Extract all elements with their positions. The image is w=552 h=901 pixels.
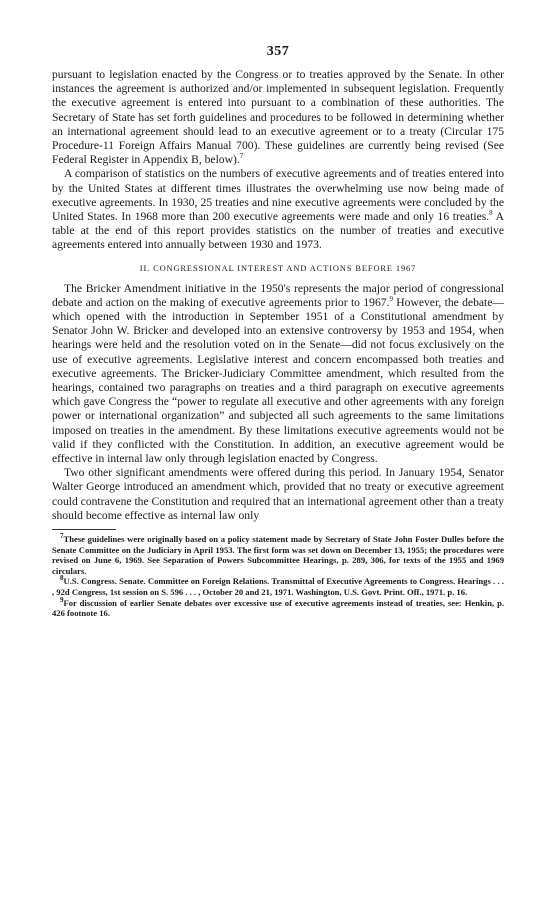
footnote-mark: 8: [60, 574, 64, 583]
document-page: [52, 44, 504, 619]
paragraph-text: A comparison of statistics on the numbers of executive agreements and of treaties entered into by the United States at different times illustrates the overwhelming use now being made of executive agreements. In 1930, 25 treaties and nine executive agreements were concluded by the United States. In 1968 more than 200 executive agreements were made and only 16 treaties.: [52, 167, 504, 224]
paragraph-2: [52, 167, 504, 252]
footnote-text: For discussion of earlier Senate debates over excessive use of executive agreements instead of treaties, see: Henkin, p. 426 footnote 16.: [52, 597, 504, 619]
footnote-9: [52, 595, 504, 619]
footnotes: [52, 534, 504, 619]
paragraph-text: pursuant to legislation enacted by the Congress or to treaties approved by the Senate. In other instances the agreement is authorized and/or implemented in subsequent legislation. Frequently the executive agreement is entered into pursuant to a combination of these authorities. The Secretary of State has set forth guidelines and procedures to be followed in determining whether an international agreement should lead to an executive agreement or to a treaty (Circular 175 Procedure-11 Foreign Affairs Manual 700). These guidelines are currently being revised (See Federal Register in Appendix B, below).: [52, 68, 504, 167]
paragraph-3: [52, 282, 504, 467]
page-number: 357: [266, 44, 290, 59]
footnote-ref-8: 8: [489, 209, 493, 218]
paragraph-text-tail: However, the debate—which opened with the introduction in September 1951 of a Constitutional amendment by Senator John W. Bricker and developed into an extensive controversy by 1953 and 1954, when hearings were held and the resolution voted on in the Senate—did not focus exclusively on the use of executive agreements. Legislative interest and concern encompassed both treaties and executive agreements. The Bricker-Judiciary Committee amendment, which resulted from the hearings, contained two paragraphs on treaties and a third paragraph on executive agreements which gave Congress the “power to regulate all executive and other agreements with any foreign power or international organization” and subjected all such agreements to the same limitations imposed on treaties in the amendment. By these limitations executive agreements would not be valid if they conflicted with the Constitution. In addition, an executive agreement would be effective in internal law only through legislation enacted by Congress.: [52, 295, 504, 466]
footnote-8: [52, 576, 504, 597]
footnote-mark: 7: [60, 532, 64, 541]
footnote-ref-9: 9: [389, 294, 393, 303]
footnote-ref-7: 7: [239, 152, 244, 161]
footnote-mark: 9: [60, 595, 64, 604]
paragraph-4: [52, 466, 504, 523]
paragraph-1: [52, 68, 504, 167]
main-text: [52, 68, 504, 523]
footnote-7: [52, 534, 504, 576]
section-heading: II. CONGRESSIONAL INTEREST AND ACTIONS BEFORE 1967: [139, 263, 417, 273]
footnote-text: These guidelines were originally based on a policy statement made by Secretary of State John Foster Dulles before the Senate Committee on the Judiciary in April 1953. The first form was set down on December 13, 1955; the procedures were revised on June 6, 1969. See Separation of Powers Subcommittee Hearings, p. 289, 306, for texts of the 1955 and 1969 circulars.: [52, 534, 504, 576]
footnote-divider: [52, 529, 116, 530]
paragraph-text-tail: A table at the end of this report provides statistics on the number of treaties and executive agreements entered into annually between 1930 and 1973.: [52, 210, 504, 252]
footnote-text: U.S. Congress. Senate. Committee on Foreign Relations. Transmittal of Executive Agreements to Congress. Hearings . . . , 92d Congress, 1st session on S. 596 . . . , October 20 and 21, 1971. Washington, U.S. Govt. Print. Off., 1971. p. 16.: [52, 576, 504, 598]
paragraph-text: The Bricker Amendment initiative in the 1950's represents the major period of congressional debate and action on the making of executive agreements prior to 1967.: [52, 281, 504, 309]
paragraph-text: Two other significant amendments were offered during this period. In January 1954, Senator Walter George introduced an amendment which, provided that no treaty or executive agreement could contravene the Constitution and required that an international agreement other than a treaty should become effective as internal law only: [52, 466, 504, 522]
